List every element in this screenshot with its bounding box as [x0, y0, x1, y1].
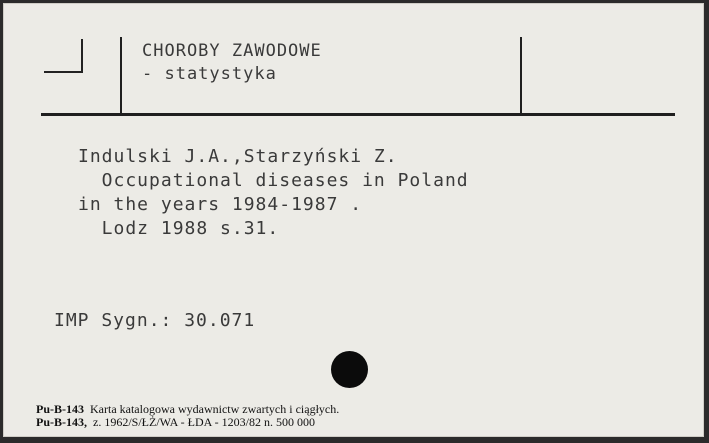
footer-code-2: Pu-B-143,	[36, 415, 87, 429]
header-divider-right	[520, 37, 522, 115]
bibliographic-entry	[78, 145, 469, 241]
footer-text-2: z. 1962/S/ŁŻ/WA - ŁDA - 1203/82 n. 500 000	[93, 415, 315, 429]
entry-title-cont: in the years 1984-1987 .	[78, 194, 363, 215]
entry-authors: Indulski J.A.,Starzyński Z.	[78, 146, 398, 167]
header-rule	[41, 113, 675, 116]
subject-title: CHOROBY ZAWODOWE	[142, 41, 322, 61]
subject-subtitle: - statystyka	[142, 64, 277, 84]
call-number: IMP Sygn.: 30.071	[54, 310, 256, 331]
footer-text-1: Karta katalogowa wydawnictw zwartych i ciągłych.	[90, 402, 340, 416]
footer-code-1: Pu-B-143	[36, 402, 84, 416]
entry-imprint: Lodz 1988 s.31.	[78, 218, 280, 239]
catalog-card	[3, 3, 704, 437]
footer-line-2	[36, 416, 339, 429]
corner-bracket-mark	[44, 39, 83, 73]
card-footer	[36, 403, 339, 429]
punch-hole	[331, 351, 368, 388]
entry-title: Occupational diseases in Poland	[78, 170, 469, 191]
header-divider-left	[120, 37, 122, 115]
subject-heading	[142, 40, 322, 86]
